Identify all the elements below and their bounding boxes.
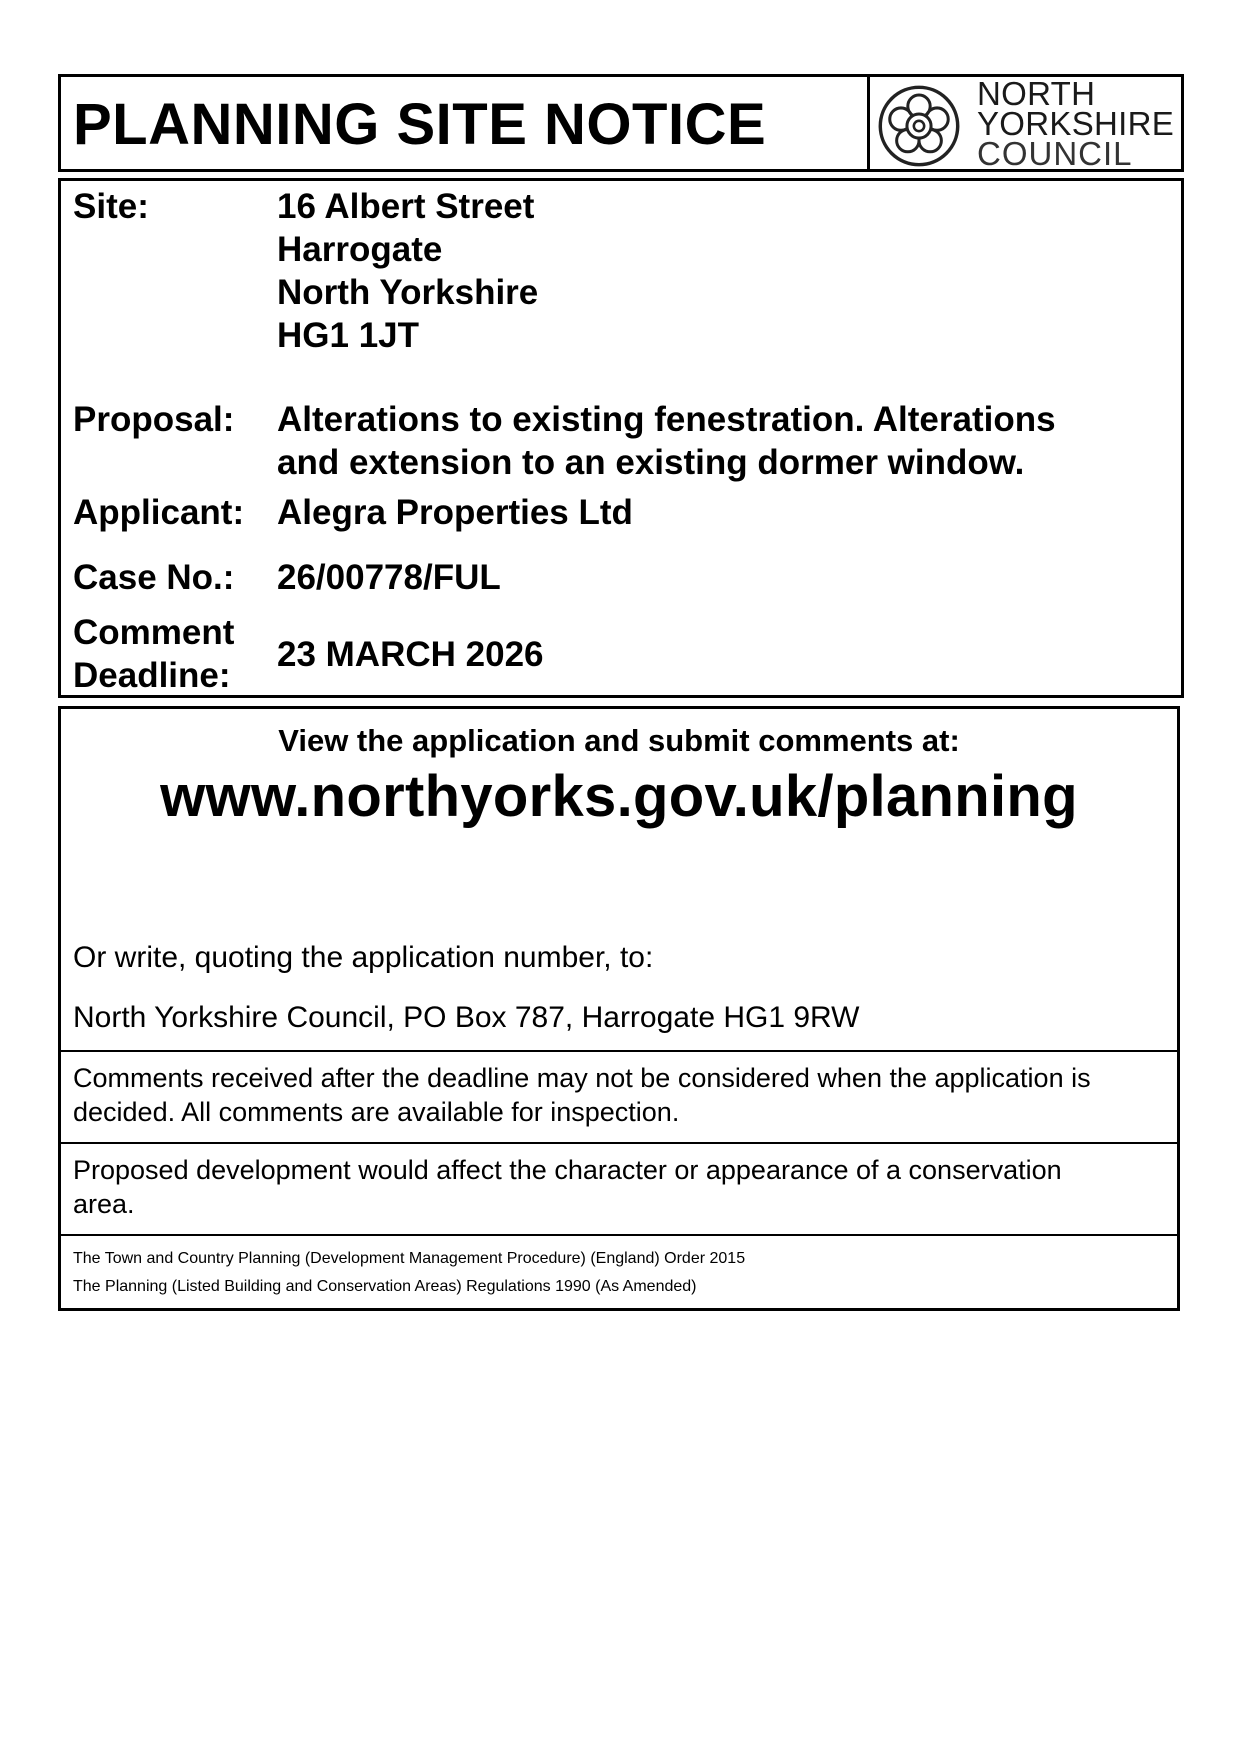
comment-info	[58, 706, 1180, 1311]
council-logo	[867, 74, 1184, 172]
view-heading: View the application and submit comments at:	[278, 723, 960, 758]
legal-line: The Town and Country Planning (Development Management Procedure) (England) Order 2015	[73, 1250, 746, 1267]
logo-line-yorkshire: YORKSHIRE	[977, 105, 1175, 142]
case-label: Case No.:	[73, 558, 235, 597]
conservation-note-line: area.	[73, 1189, 135, 1219]
deadline-note-line: Comments received after the deadline may not be considered when the application is	[73, 1063, 1091, 1093]
deadline-note	[73, 1061, 1165, 1129]
site-line: North Yorkshire	[277, 273, 539, 312]
applicant-label: Applicant:	[73, 493, 245, 532]
legal-line: The Planning (Listed Building and Conservation Areas) Regulations 1990 (As Amended)	[73, 1278, 697, 1295]
site-label: Site:	[73, 187, 149, 226]
application-details	[58, 178, 1184, 698]
case-value: 26/00778/FUL	[277, 558, 501, 597]
proposal-line: and extension to an existing dormer window.	[277, 443, 1025, 482]
divider	[61, 1142, 1177, 1144]
website-link[interactable]: www.northyorks.gov.uk/planning	[160, 764, 1078, 829]
page-title: PLANNING SITE NOTICE	[73, 92, 767, 157]
site-line: Harrogate	[277, 230, 443, 269]
proposal-label: Proposal:	[73, 400, 235, 439]
divider	[61, 1234, 1177, 1236]
proposal-line: Alterations to existing fenestration. Alterations	[277, 400, 1056, 439]
postal-address: North Yorkshire Council, PO Box 787, Harrogate HG1 9RW	[73, 1001, 860, 1034]
legal-references	[73, 1245, 745, 1301]
divider	[61, 1050, 1177, 1052]
yorkshire-rose-icon	[876, 83, 962, 169]
applicant-value: Alegra Properties Ltd	[277, 493, 633, 532]
deadline-label-line: Deadline:	[73, 656, 231, 695]
conservation-note	[73, 1153, 1165, 1221]
site-line: 16 Albert Street	[277, 187, 535, 226]
conservation-note-line: Proposed development would affect the character or appearance of a conservation	[73, 1155, 1062, 1185]
deadline-value: 23 MARCH 2026	[277, 635, 544, 674]
write-label: Or write, quoting the application number, to:	[73, 941, 654, 974]
deadline-note-line: decided. All comments are available for inspection.	[73, 1097, 680, 1127]
logo-line-council: COUNCIL	[977, 135, 1133, 172]
site-line: HG1 1JT	[277, 316, 419, 355]
proposal-value	[277, 398, 1056, 484]
notice-header	[58, 74, 1184, 172]
deadline-label-line: Comment	[73, 613, 235, 652]
site-value	[277, 185, 538, 357]
logo-wordmark	[977, 75, 1175, 172]
deadline-label	[73, 611, 234, 697]
logo-line-north: NORTH	[977, 75, 1096, 112]
